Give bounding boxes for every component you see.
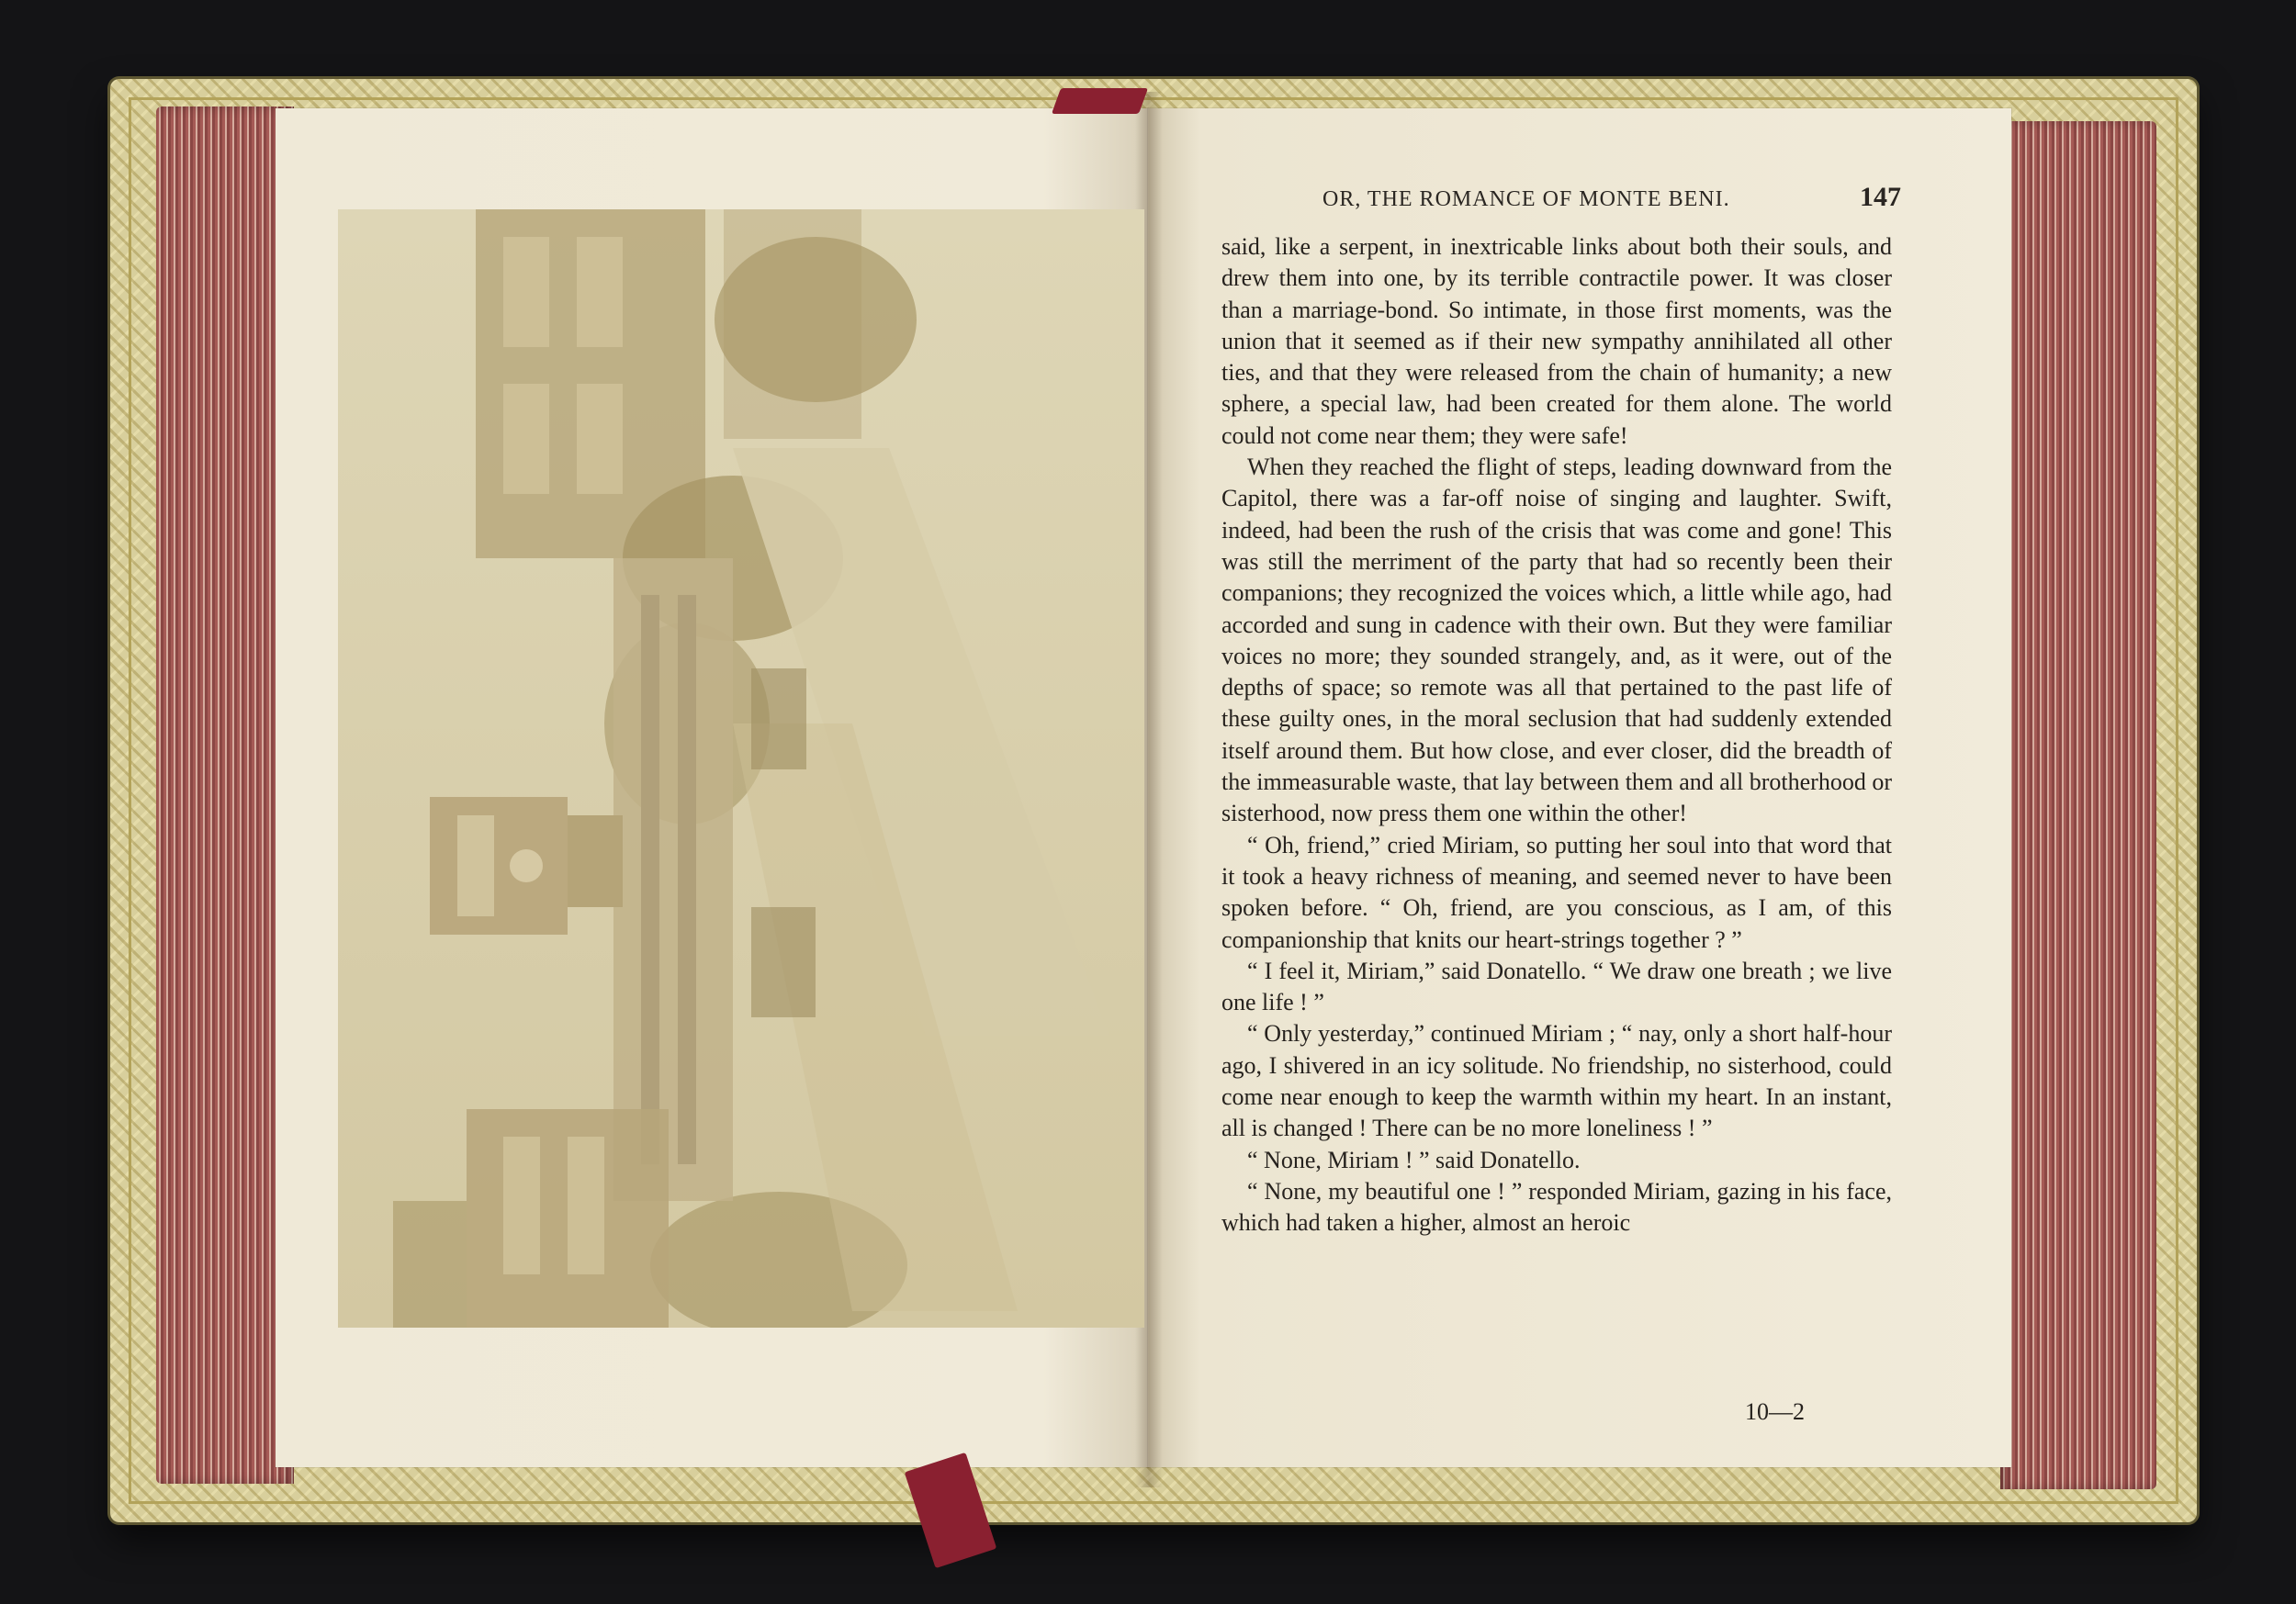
bookmark-ribbon-top	[1052, 88, 1148, 114]
photograph-plate	[338, 209, 1144, 1328]
signature-mark: 10—2	[1745, 1398, 1805, 1425]
page-edges-right	[2000, 121, 2156, 1489]
paragraph: “ Only yesterday,” continued Miriam ; “ nay, only a short half-hour ago, I shivered in an icy solitude. No friendship, no sisterhood, could come near enough to keep the warmth within my heart. In an instant, all is changed ! There can be no more loneliness ! ”	[1221, 1020, 1892, 1142]
body-text	[1221, 231, 1892, 1239]
photograph-image	[338, 209, 1144, 1328]
paragraph: “ None, my beautiful one ! ” responded Miriam, gazing in his face, which had taken a higher, almost an heroic	[1221, 1177, 1892, 1237]
paragraph: said, like a serpent, in inextricable links about both their souls, and drew them into one, by its terrible contractile power. It was closer than a marriage-bond. So intimate, in those first moments, was the union that it seemed as if their new sympathy annihilated all other ties, and that they were released from the chain of humanity; a new sphere, a special law, had been created for them alone. The world could not come near them; they were safe!	[1221, 233, 1892, 449]
paragraph: “ I feel it, Miriam,” said Donatello. “ We draw one breath ; we live one life ! ”	[1221, 957, 1892, 1016]
page-edges-left	[156, 107, 294, 1484]
paragraph: When they reached the flight of steps, leading downward from the Capitol, there was a far-off noise of singing and laughter. Swift, indeed, had been the rush of the crisis that was come and gone! This was still the merriment of the party that had so recently been their companions; they recognized the voices which, a little while ago, had accorded and sung in cadence with their own. But they were familiar voices no more; they sounded strangely, and, as it were, out of the depths of space; so remote was all that pertained to the past life of these guilty ones, in the moral seclusion that had suddenly extended itself around them. But how close, and ever closer, did the breadth of the immeasurable waste, that lay between them and all brotherhood or sisterhood, now press them one within the other!	[1221, 454, 1892, 827]
running-head	[1322, 182, 1901, 213]
page-number: 147	[1860, 182, 1901, 212]
paragraph: “ None, Miriam ! ” said Donatello.	[1247, 1146, 1581, 1173]
paragraph: “ Oh, friend,” cried Miriam, so putting her soul into that word that it took a heavy richness of meaning, and seemed never to have been spoken before. “ Oh, friend, are you conscious, as I am, of this companionship that knits our heart-strings together ? ”	[1221, 831, 1892, 953]
running-title: OR, THE ROMANCE OF MONTE BENI.	[1322, 187, 1730, 211]
